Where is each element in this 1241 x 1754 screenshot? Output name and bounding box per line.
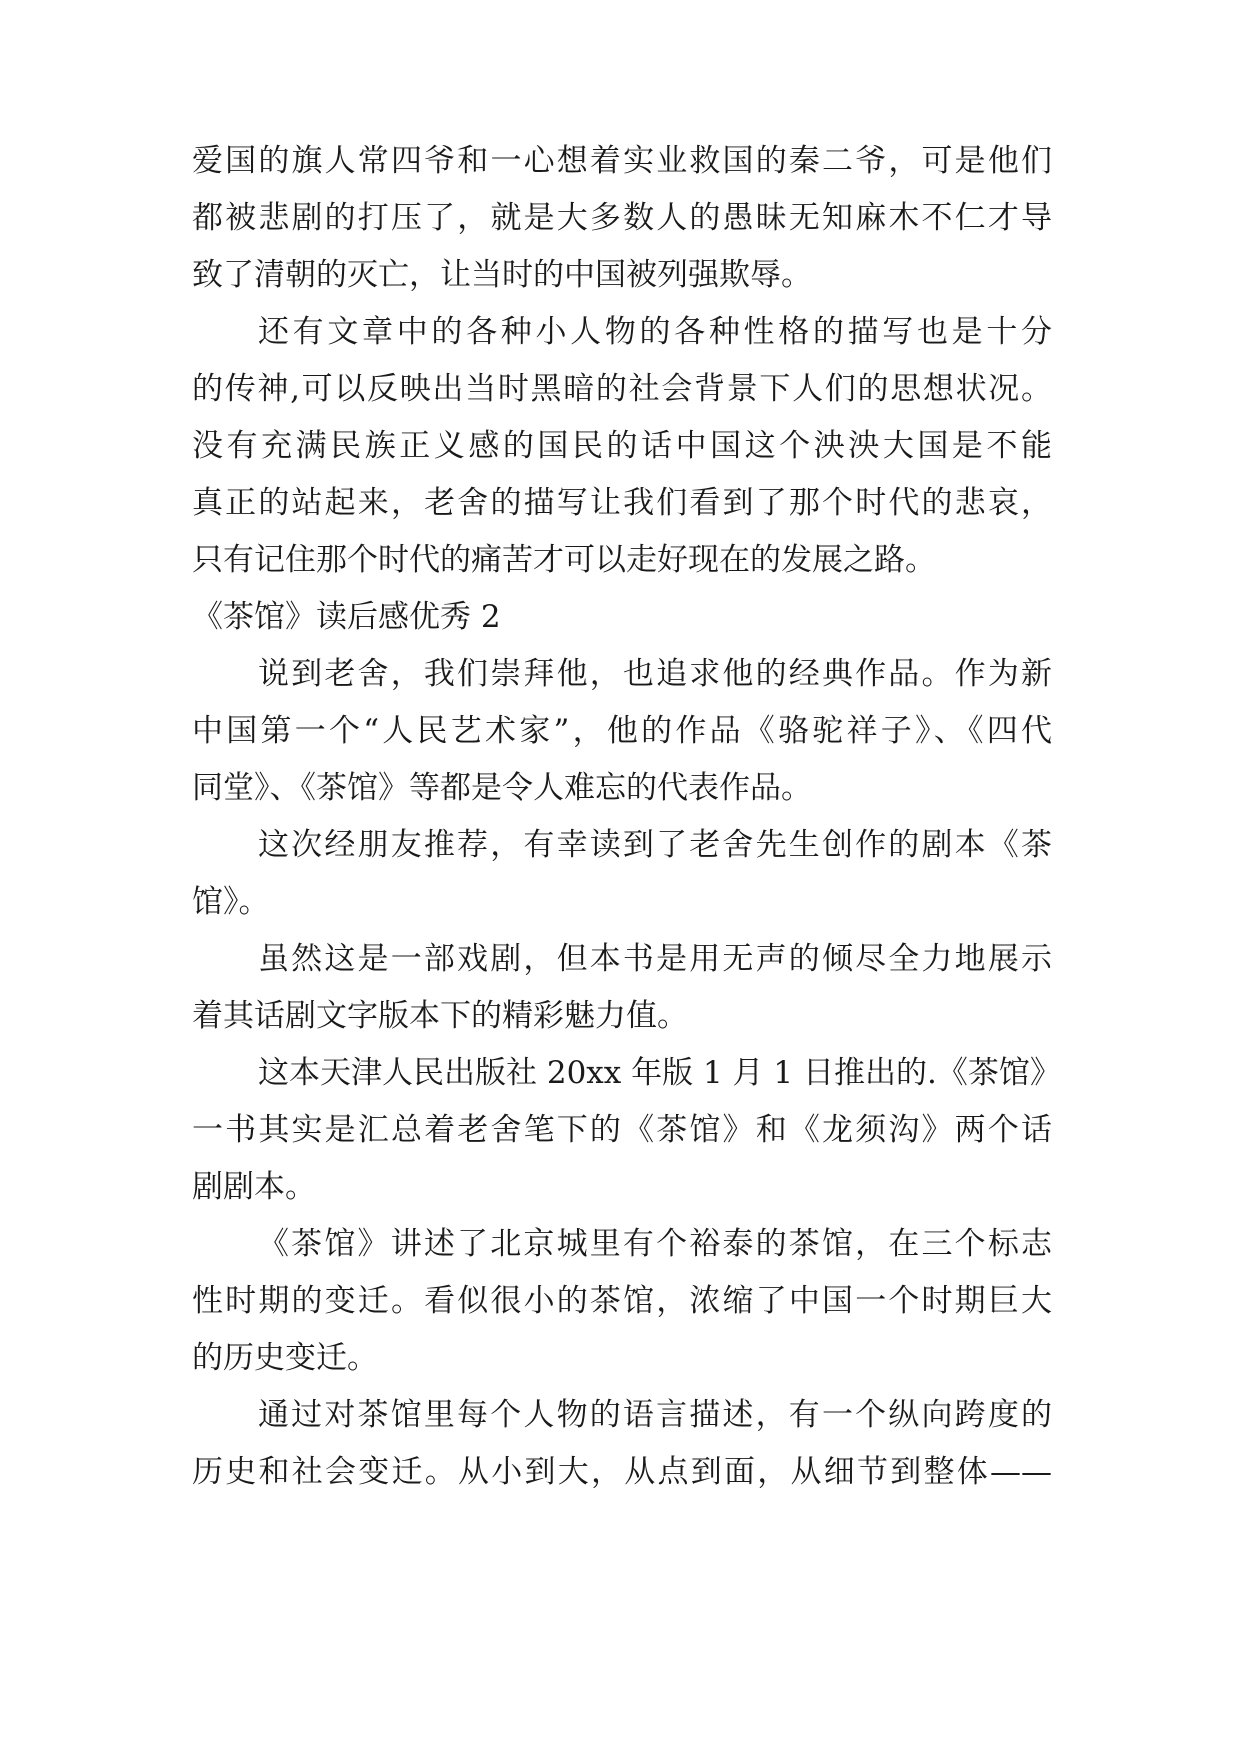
text-line: 这次经朋友推荐，有幸读到了老舍先生创作的剧本《茶 — [258, 827, 1052, 863]
text-line: 通过对茶馆里每个人物的语言描述，有一个纵向跨度的 — [258, 1397, 1052, 1433]
text-line: 一书其实是汇总着老舍笔下的《茶馆》和《龙须沟》两个话 — [192, 1112, 1052, 1148]
text-line: 剧剧本。 — [192, 1169, 316, 1205]
text-line: 中国第一个“人民艺术家”，他的作品《骆驼祥子》、《四代 — [192, 713, 1052, 749]
text-line: 没有充满民族正义感的国民的话中国这个泱泱大国是不能 — [192, 428, 1052, 464]
text-line: 馆》。 — [192, 884, 270, 920]
text-line: 历史和社会变迁。从小到大，从点到面，从细节到整体—— — [192, 1454, 1052, 1490]
section-heading: 《茶馆》读后感优秀 2 — [192, 599, 501, 635]
text-line: 都被悲剧的打压了，就是大多数人的愚昧无知麻木不仁才导 — [192, 200, 1052, 236]
text-line: 真正的站起来，老舍的描写让我们看到了那个时代的悲哀， — [192, 485, 1052, 521]
text-line: 这本天津人民出版社 20xx 年版 1 月 1 日推出的.《茶馆》 — [258, 1055, 1061, 1091]
text-line: 爱国的旗人常四爷和一心想着实业救国的秦二爷，可是他们 — [192, 143, 1052, 179]
text-line: 的传神,可以反映出当时黑暗的社会背景下人们的思想状况。 — [192, 371, 1052, 407]
text-line: 同堂》、《茶馆》等都是令人难忘的代表作品。 — [192, 770, 812, 806]
text-line: 虽然这是一部戏剧，但本书是用无声的倾尽全力地展示 — [258, 941, 1052, 977]
text-line: 说到老舍，我们崇拜他，也追求他的经典作品。作为新 — [258, 656, 1052, 692]
text-line: 还有文章中的各种小人物的各种性格的描写也是十分 — [258, 314, 1052, 350]
text-line: 的历史变迁。 — [192, 1340, 378, 1376]
text-line: 着其话剧文字版本下的精彩魅力值。 — [192, 998, 688, 1034]
text-line: 只有记住那个时代的痛苦才可以走好现在的发展之路。 — [192, 542, 936, 578]
text-line: 性时期的变迁。看似很小的茶馆，浓缩了中国一个时期巨大 — [192, 1283, 1052, 1319]
text-line: 致了清朝的灭亡，让当时的中国被列强欺辱。 — [192, 257, 812, 293]
text-line: 《茶馆》讲述了北京城里有个裕泰的茶馆，在三个标志 — [258, 1226, 1052, 1262]
